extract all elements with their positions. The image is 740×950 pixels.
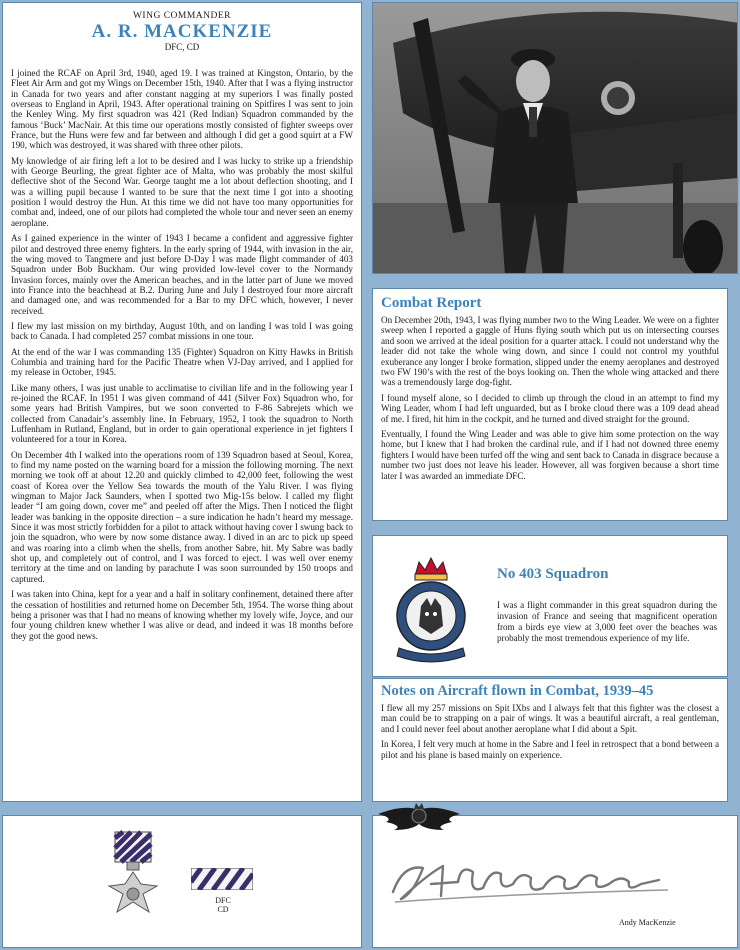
medal-caption-cd: CD [217,905,229,914]
signature-name: Andy MacKenzie [619,918,676,927]
bio-paragraph: On December 4th I walked into the operations room of 139 Squadron based at Seoul, Korea, to find my name posted on the warning board for a mission the following morning. The next morning we took off at about 12.20 and quickly climbed to 42,000 feet, following the west coast of Korea over the Yellow Sea towards the mouth of the Yalu River. I was flying wingman to Major Jack Saunders, when I spotted two Mig-15s below. I called my flight leader “I am going down, cover me” and peeled off after the Migs. Then I noticed the flight leader was banking in the opposite direction – a sure indication he hadn’t heard my message. Since it was most strictly forbidden for a pilot to attack without having cover I swung back to join the squadron, who were by now some distance away. I dived in an arc to pick up speed and was roaring into a climb when the shells, from another Sabre, hit. My Sabre was badly shot up, and completely out of control, and I was forced to eject. I was well over enemy territory at the time and on landing by parachute I was soon surrounded by 150 troops and captured. [11,449,353,584]
combat-paragraph: I found myself alone, so I decided to climb up through the cloud in an attempt to find my Wing Leader, whom I had left unguarded, but as I broke cloud there was a 109 dead ahead of me. I fired, hit him in the cockpit, and he turned and dived straight for the ground. [381,392,719,424]
bio-paragraph: As I gained experience in the winter of 1943 I became a confident and aggressive fighter pilot and destroyed three enemy fighters. In the early spring of 1944, with invasion in the air, the wing moved to Tangmere and just before D-Day I was made flight commander of 403 Squadron under Bob Buckham. Our wing provided low-level cover to the Normandy Invasion forces, mainly over the American beaches, and in the latter part of June we moved into France into the beachhead at B.2. During June and July I destroyed four more aircraft and damaged one, and was recommended for a Bar to my DFC which, however, I never received. [11,233,353,316]
bio-paragraph: My knowledge of air firing left a lot to be desired and I was lucky to strike up a friendship with George Beurling, the great fighter ace of Malta, who was probably the most skilful deflective shot of the Second War. George taught me a lot about deflection shooting, and I was a willing pupil because I wanted to be sure that the next time I got into a shooting position I would destroy the Hun. At this time we did not have too many opportunities for combat and, indeed, one of our pilots had completed the whole tour and never seen an enemy aeroplane. [11,155,353,228]
honours: DFC, CD [164,42,200,52]
squadron-panel [372,535,728,677]
cd-ribbon-icon [191,868,253,890]
biography-panel [2,2,362,802]
bio-paragraph: Like many others, I was just unable to acclimatise to civilian life and in the following year I re-joined the RCAF. In 1951 I was given command of 441 (Silver Fox) Squadron who, for some years had British Vampires, but we soon converted to F-86 Sabrejets which we collected from Canadair’s assembly line. In February, 1952, I took the squadron to North Luffenham in Rutland, England, but in order to gain operational experience in jet fighters I volunteered for a tour in Korea. [11,382,353,445]
bio-paragraph: I was taken into China, kept for a year and a half in solitary confinement, detained there after the cessation of hostilities and returned home on December 5th, 1954. The worse thing about being a prisoner was that I had no means of knowing whether my lovely wife, Joyce, and our four young children knew whether I was alive or dead, and indeed it was 18 months before they got the good news. [11,589,353,641]
bio-paragraph: I flew my last mission on my birthday, August 10th, and on landing I was told I was going back to Canada. I had completed 257 combat missions in one tour. [11,320,353,342]
bio-paragraph: I joined the RCAF on April 3rd, 1940, aged 19. I was trained at Kingston, Ontario, by the Fleet Air Arm and got my Wings on December 15th, 1940. After that I was a flying instructor in Canada for two years and after constant nagging at my superiors I was finally posted overseas to England in April, 1943. After operational training on Spitfires I was sent to join the Kenley Wing. My first squadron was 421 (Red Indian) Squadron commanded by the famous ‘Buck’ MacNair. At this time our operations mostly consisted of fighter sweeps over France, but the Huns were few and far between and although I did get a good squirt at a FW 190, which was destroyed, it was shared with three other pilots. [11,68,353,151]
notes-paragraph: In Korea, I felt very much at home in the Sabre and I feel in retrospect that a bond between a pilot and his plane is based mainly on experience. [381,739,719,760]
squadron-text: I was a flight commander in this great squadron during the invasion of France and seeing that magnificent operation from a birds eye view at 3,000 feet over the beaches was probably the most tremendous experience of my life. [497,600,717,643]
rank-title: WING COMMANDER [132,11,232,21]
combat-paragraph: Eventually, I found the Wing Leader and was able to give him some protection on the way home, but I knew that I had broken the cardinal rule, and if I had not downed three enemy fighters I would have been turfed off the wing and sent back to Canada in disgrace because a number two just does not leave his leader. However, all was forgiven because a short time later I was awarded an immediate DFC. [381,429,719,481]
medal-caption-dfc: DFC [215,896,231,905]
pilot-name: A. R. MACKENZIE [91,21,273,42]
spitfire-photo-illustration [373,3,738,274]
aircraft-notes-panel [372,678,728,802]
combat-paragraph: On December 20th, 1943, I was flying number two to the Wing Leader. We were on a fighter sweep when I reported a gaggle of Huns flying south which put us on intersecting courses and soon we arrived at the ideal position for a quarter attack. I could not understand why the leader did not take the whole wing down, and since I could not control my youthful exuberance any longer I broke formation, slipped under the enemy aeroplanes and destroyed two FW 190’s with the rest of the boys looking on. Then the whole wing attacked and there was a tremendously large dog-fight. [381,315,719,388]
pilot-wings-icon [374,800,464,838]
bio-paragraph: At the end of the war I was commanding 135 (Fighter) Squadron on Kitty Hawks in British Columbia and training hard for the Pacific Theatre when VJ-Day arrived, and I applied for my release in October, 1945. [11,346,353,378]
combat-report-title: Combat Report [381,295,482,311]
squadron-crest-icon [385,554,477,664]
pilot-photo [372,2,738,274]
notes-title: Notes on Aircraft flown in Combat, 1939–45 [381,683,654,699]
notes-paragraph: I flew all my 257 missions on Spit IXbs and I always felt that this fighter was the closest a man could be to strapping on a pair of wings. It was a beautiful aircraft, a real gentleman, and I could never feel about another aeroplane what I did about a Spit. [381,703,719,734]
handwritten-signature [383,844,683,914]
squadron-title: No 403 Squadron [497,566,609,582]
dfc-medal-icon [101,828,165,928]
medals-panel [2,815,362,948]
combat-report-panel [372,288,728,521]
